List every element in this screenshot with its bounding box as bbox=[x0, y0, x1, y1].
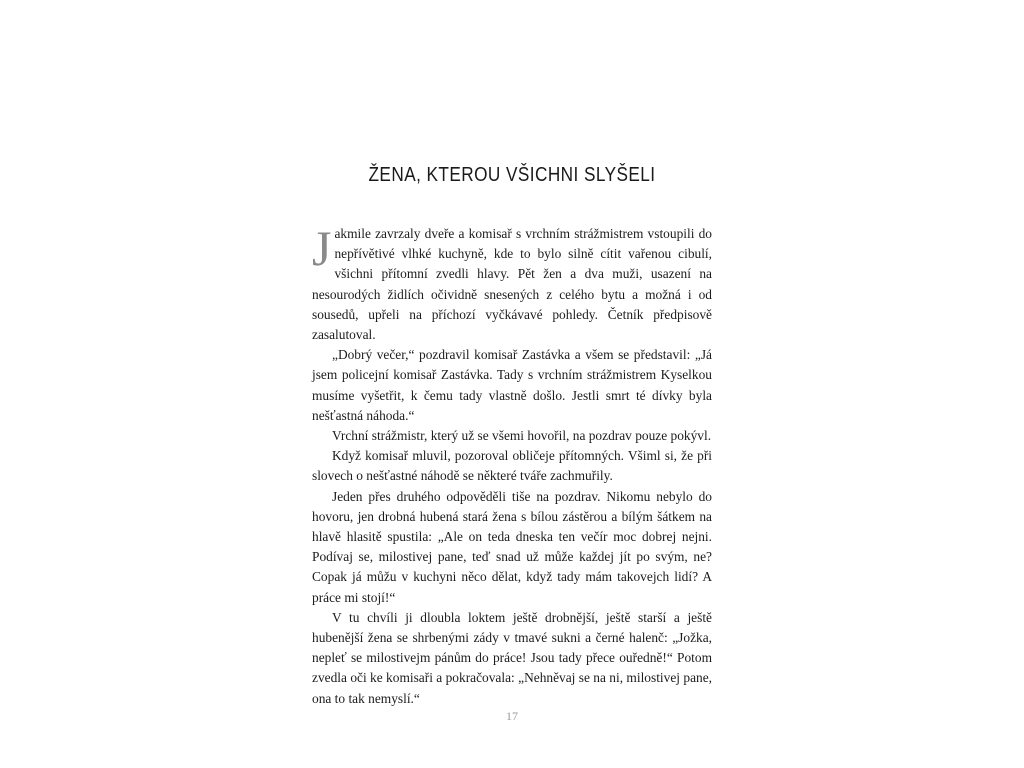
paragraph-4: Když komisař mluvil, pozoroval obličeje přítomných. Všiml si, že při slovech o nešťastné náhodě se některé tváře zachmuřily. bbox=[312, 448, 712, 484]
drop-cap: J bbox=[312, 220, 332, 276]
paragraph-5: Jeden přes druhého odpověděli tiše na pozdrav. Nikomu nebylo do hovoru, jen drobná hubená stará žena s bílou zástěrou a bílým šátkem na hlavě hlasitě spustila: „Ale on teda dneska ten večír moc dobrej nejni. Podívaj se, milostivej pane, teď snad už může každej jít po svým, ne? Copak já můžu v kuchyni něco dělat, když tady mám takovejch lidí? A práce mi stojí!“ bbox=[312, 488, 712, 605]
page-number: 17 bbox=[506, 709, 518, 723]
chapter-title: ŽENA, KTEROU VŠICHNI SLYŠELI bbox=[368, 164, 656, 186]
paragraph-6: V tu chvíli ji dloubla loktem ještě drobnější, ještě starší a ještě hubenější žena se shrbenými zády v tmavé sukni a černé halenč: „Jožka, nepleť se milostivejm pánům do práce! Jsou tady přece ouředně!“ Potom zvedla oči ke komisaři a pokračovala: „Nehněvaj se na ni, milostivej pane, ona to tak nemyslí.“ bbox=[312, 609, 712, 706]
paragraph-2: „Dobrý večer,“ pozdravil komisař Zastávka a všem se představil: „Já jsem policejní komisař Zastávka. Tady s vrchním strážmistrem Kyselkou musíme vyšetřit, k čemu tady vlastně došlo. Jestli smrt té dívky byla nešťastná náhoda.“ bbox=[312, 347, 712, 423]
paragraph-1 bbox=[312, 220, 712, 345]
paragraph-3: Vrchní strážmistr, který už se všemi hovořil, na pozdrav pouze pokývl. bbox=[332, 428, 712, 444]
paragraph-1-text: akmile zavrzaly dveře a komisař s vrchním strážmistrem vstoupili do nepřívětivé vlhké kuchyně, kde to bylo silně cítit vařenou cibulí, všichni přítomní zvedli hlavy. Pět žen a dva muži, usazení na nesourodých židlích očividně snesených z celého bytu a možná i od sousedů, upřeli na příchozí vyčkávavé pohledy. Četník předpisově zasalutoval. bbox=[312, 226, 712, 343]
body-text bbox=[312, 220, 712, 709]
